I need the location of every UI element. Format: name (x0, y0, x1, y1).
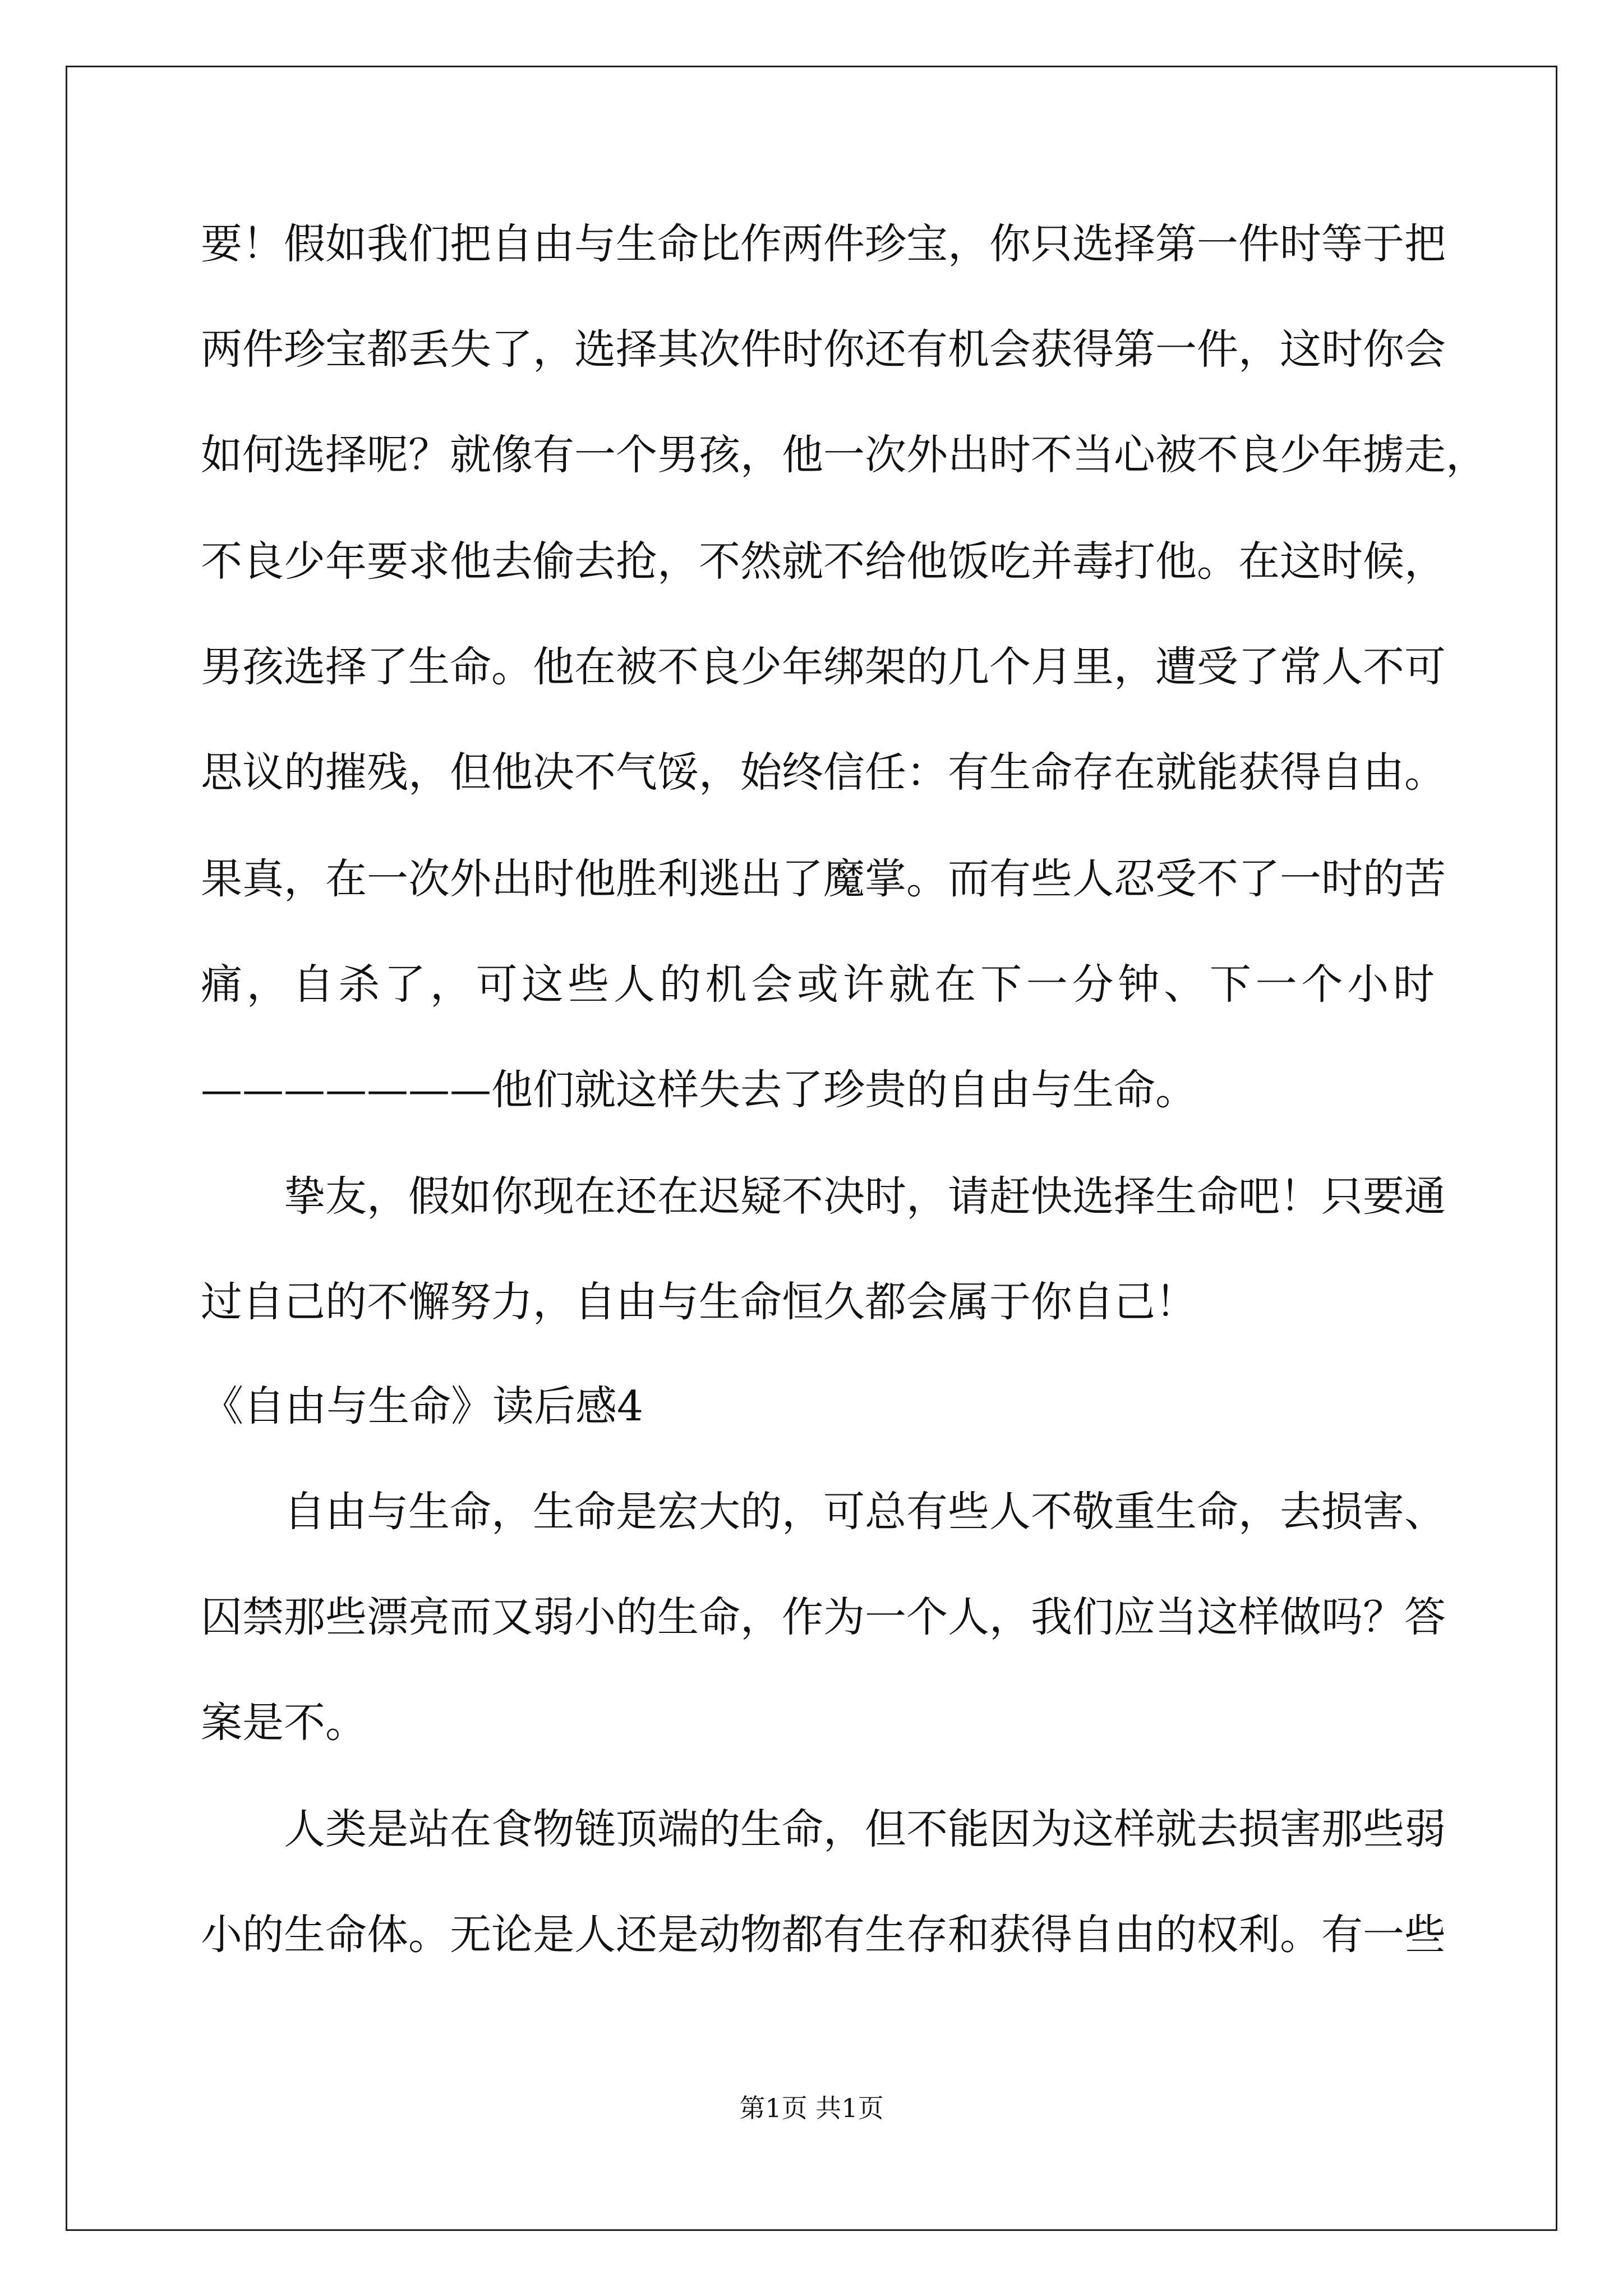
paragraph-first-line: 挚友，假如你现在还在迟疑不决时，请赶快选择生命吧！只要通 (284, 1172, 1446, 1221)
text-line: ———————他们就这样失去了珍贵的自由与生命。 (201, 1066, 1197, 1114)
paragraph-first-line: 人类是站在食物链顶端的生命，但不能因为这样就去损害那些弱 (284, 1805, 1446, 1853)
text-line: 要！假如我们把自由与生命比作两件珍宝，你只选择第一件时等于把 (201, 220, 1446, 268)
text-line: 案是不。 (201, 1699, 367, 1747)
text-line: 不良少年要求他去偷去抢，不然就不给他饭吃并毒打他。在这时候， (201, 537, 1446, 586)
text-line: 小的生命体。无论是人还是动物都有生存和获得自由的权利。有一些 (201, 1911, 1446, 1959)
text-line: 男孩选择了生命。他在被不良少年绑架的几个月里，遭受了常人不可 (201, 643, 1446, 691)
text-line: 如何选择呢？就像有一个男孩，他一次外出时不当心被不良少年掳走， (201, 431, 1487, 479)
text-line: 果真，在一次外出时他胜利逃出了魔掌。而有些人忍受不了一时的苦 (201, 855, 1446, 903)
text-line: 过自己的不懈努力，自由与生命恒久都会属于你自己！ (201, 1278, 1197, 1326)
page-border (66, 66, 1557, 2231)
section-heading: 《自由与生命》读后感4 (202, 1382, 644, 1430)
text-line: 痛，自杀了，可这些人的机会或许就在下一分钟、下一个小时 (201, 960, 1435, 1009)
text-line: 两件珍宝都丢失了，选择其次件时你还有机会获得第一件，这时你会 (201, 325, 1446, 374)
paragraph-first-line: 自由与生命，生命是宏大的，可总有些人不敬重生命，去损害、 (284, 1488, 1446, 1536)
text-line: 囚禁那些漂亮而又弱小的生命，作为一个人，我们应当这样做吗？答 (201, 1593, 1446, 1641)
page-footer: 第1页 共1页 (739, 2093, 884, 2123)
text-line: 思议的摧残，但他决不气馁，始终信任：有生命存在就能获得自由。 (201, 748, 1446, 797)
